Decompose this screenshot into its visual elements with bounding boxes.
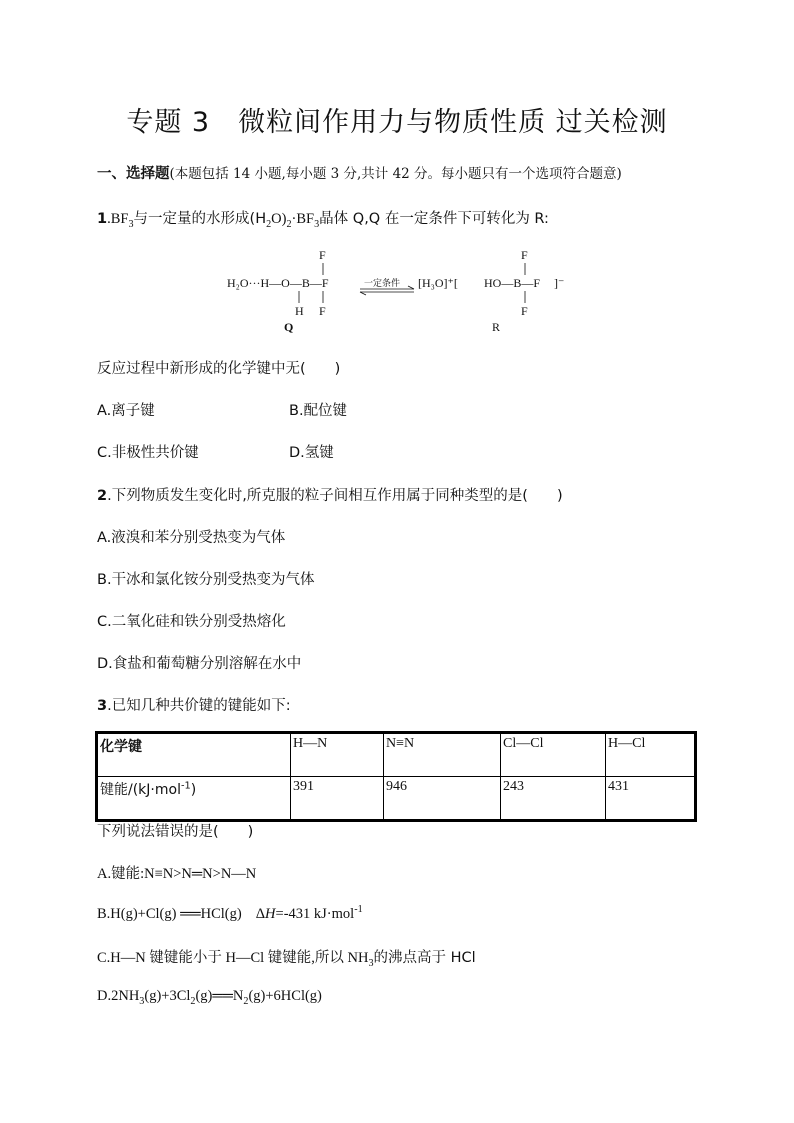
q3-prompt: 下列说法错误的是( ) (97, 824, 254, 840)
q1-option-d-text: 氢键 (304, 445, 334, 461)
q2-option-a-label: A. (97, 530, 112, 546)
q3-option-d-b: (g)+3Cl (144, 988, 191, 1004)
section-note: (本题包括 14 小题,每小题 3 分,共计 42 分。每小题只有一个选项符合题意) (169, 166, 622, 182)
q2-option-c-label: C. (97, 614, 112, 630)
q3-stem (97, 694, 291, 715)
q3-option-b[interactable] (97, 904, 363, 923)
q1-stem (97, 207, 549, 230)
q2-option-c[interactable] (97, 610, 286, 631)
page-title: 专题 3 微粒间作用力与物质性质 过关检测 (126, 107, 668, 138)
q1-arrow-back-head (360, 292, 366, 295)
q3-stem-text: .已知几种共价键的键能如下: (107, 698, 291, 714)
q1-arrow-forward-head (408, 286, 414, 289)
q3-option-d-c: (g)══N (195, 988, 244, 1004)
q1-right-cation: [H₃O]⁺[ (418, 276, 458, 290)
q3-option-d-sub3: 2 (243, 995, 249, 1007)
q1-f-bottom-left: F (319, 304, 326, 318)
q3-option-d-a: D.2NH (97, 988, 140, 1004)
q1-sub-a: 3 (128, 218, 134, 230)
q1-f-bottom-right: F (521, 304, 528, 318)
q3-option-d-sub2: 2 (190, 995, 196, 1007)
q1-stem-a: .BF (107, 211, 129, 227)
q1-sub-d: 3 (314, 218, 320, 230)
q2-stem (97, 484, 563, 505)
q1-option-b[interactable] (289, 399, 347, 420)
row2-label: 键能/(kJ·mol (100, 782, 181, 798)
q3-option-d-sub1: 3 (139, 995, 145, 1007)
table-cell: 431 (606, 777, 696, 821)
q1-number: 1 (97, 211, 108, 227)
q2-option-d[interactable] (97, 652, 301, 673)
q1-stem-b: 与一定量的水形成(H (133, 211, 267, 227)
q2-option-d-label: D. (97, 656, 113, 672)
q3-option-b-delta: Δ (255, 905, 266, 922)
q1-right-close: ]⁻ (554, 276, 565, 290)
table-cell: Cl—Cl (501, 733, 606, 777)
q2-option-b-label: B. (97, 572, 112, 588)
q1-right-formula: HO—B—F (484, 276, 541, 290)
q1-option-b-label: B. (289, 403, 304, 419)
q1-f-top-left: F (319, 248, 326, 262)
q1-reaction-diagram (222, 245, 582, 340)
row2-sup: -1 (180, 780, 191, 792)
row2-close: ) (190, 782, 197, 798)
q3-option-d-d: (g)+6HCl(g) (248, 988, 322, 1004)
q3-option-b-h: H (265, 905, 276, 922)
q1-option-a-label: A. (97, 403, 112, 419)
table-cell: H—N (291, 733, 384, 777)
q1-label-q: Q (284, 320, 294, 334)
q1-sub-b: 2 (266, 218, 272, 230)
table-cell: N≡N (384, 733, 501, 777)
q1-f-top-right: F (521, 248, 528, 262)
q3-option-c-sub: 3 (368, 957, 374, 969)
q3-option-a[interactable]: A.键能:N≡N>N═N>N—N (97, 866, 257, 882)
table-cell: 243 (501, 777, 606, 821)
table-cell: 391 (291, 777, 384, 821)
q1-option-a[interactable] (97, 403, 155, 419)
q3-option-b-value: =-431 kJ·mol (275, 905, 355, 922)
q3-option-d[interactable] (97, 988, 322, 1007)
q1-option-d[interactable] (289, 441, 334, 462)
q1-h-bottom: H (295, 304, 304, 318)
section-head: 一、选择题 (97, 166, 170, 182)
q1-stem-e: 晶体 Q,Q 在一定条件下可转化为 R: (319, 211, 549, 227)
q1-option-d-label: D. (289, 445, 305, 461)
q1-option-a-text: 离子键 (111, 403, 155, 419)
table-cell: 946 (384, 777, 501, 821)
q1-option-c-text: 非极性共价键 (111, 445, 199, 461)
q3-option-b-eq: B.H(g)+Cl(g) ══HCl(g) (97, 905, 242, 922)
q1-prompt: 反应过程中新形成的化学键中无( ) (97, 361, 341, 377)
bond-energy-table (95, 731, 697, 822)
q1-stem-c: O) (271, 211, 287, 227)
table-cell: 化学键 (97, 733, 291, 777)
q2-option-a[interactable] (97, 526, 285, 547)
table-row (97, 733, 696, 777)
q2-option-a-text: 液溴和苯分别受热变为气体 (111, 530, 286, 546)
q3-option-c[interactable] (97, 946, 476, 969)
q3-option-b-sup: -1 (354, 904, 363, 915)
section-heading (97, 162, 622, 183)
q1-option-row-1 (97, 399, 155, 420)
q2-option-b-text: 干冰和氯化铵分别受热变为气体 (111, 572, 315, 588)
q2-number: 2 (97, 488, 108, 504)
q1-sub-c: 2 (286, 218, 292, 230)
table-row (97, 777, 696, 821)
q1-label-r: R (492, 320, 501, 334)
q1-option-c-label: C. (97, 445, 112, 461)
q2-option-d-text: 食盐和葡萄糖分别溶解在水中 (112, 656, 302, 672)
q1-left-formula: H₂O···H—O—B—F (227, 276, 329, 290)
q1-option-c[interactable] (97, 441, 199, 462)
q3-number: 3 (97, 698, 108, 714)
q1-arrow-label: 一定条件 (364, 279, 401, 289)
q2-stem-text: .下列物质发生变化时,所克服的粒子间相互作用属于同种类型的是( ) (107, 488, 563, 504)
table-cell: H—Cl (606, 733, 696, 777)
table-cell (97, 777, 291, 821)
q1-option-b-text: 配位键 (303, 403, 348, 419)
q2-option-c-text: 二氧化硅和铁分别受热熔化 (111, 614, 286, 630)
q1-stem-d: ·BF (291, 211, 315, 227)
q3-option-c-a: C.H—N 键键能小于 H—Cl 键键能,所以 NH (97, 950, 369, 966)
q2-option-b[interactable] (97, 568, 315, 589)
q3-option-c-b: 的沸点高于 HCl (373, 950, 476, 966)
